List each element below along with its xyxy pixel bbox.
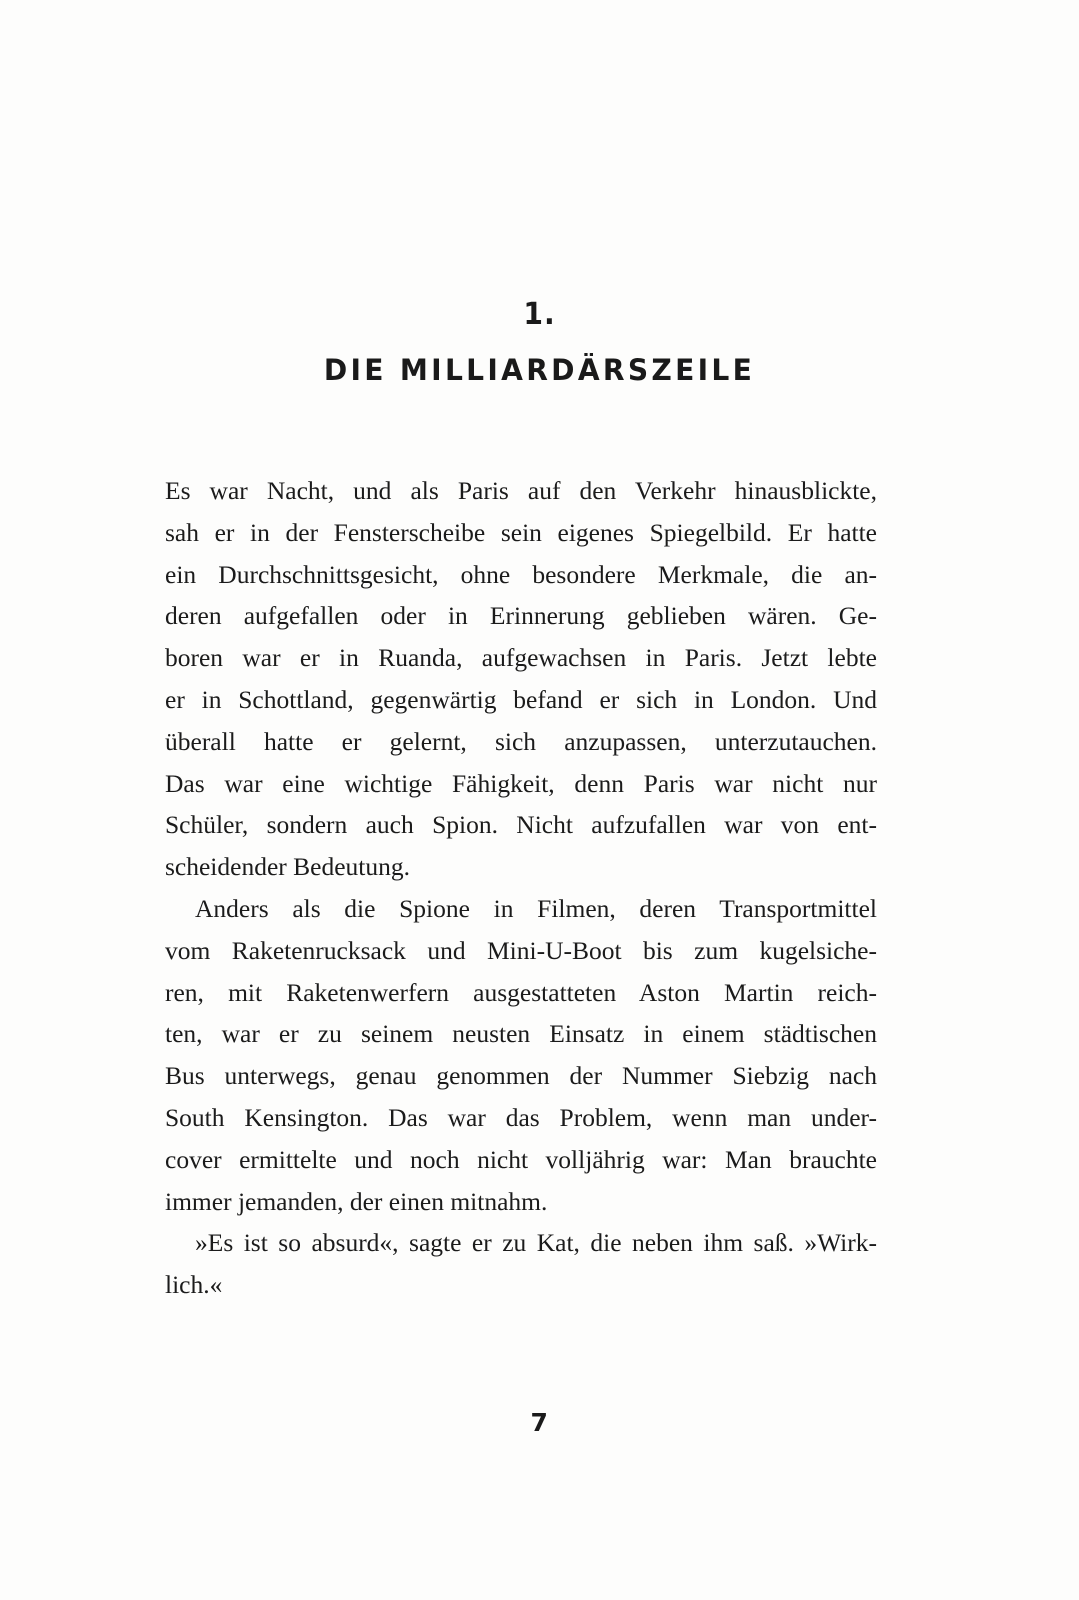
chapter-title: DIE MILLIARDÄRSZEILE: [323, 353, 756, 387]
text-line: Bus unterwegs, genau genommen der Nummer Siebzig nach: [165, 1061, 877, 1091]
text-line: lich.«: [165, 1270, 223, 1300]
text-line: ten, war er zu seinem neusten Einsatz in einem städtischen: [165, 1019, 877, 1049]
paragraph: [165, 888, 877, 1222]
page-number: 7: [530, 1408, 549, 1437]
text-line: »Es ist so absurd«, sagte er zu Kat, die neben ihm saß. »Wirk-: [195, 1228, 877, 1258]
text-line: deren aufgefallen oder in Erinnerung geblieben wären. Ge-: [165, 601, 877, 631]
text-line: überall hatte er gelernt, sich anzupassen, unterzutauchen.: [165, 726, 877, 756]
text-line: ein Durchschnittsgesicht, ohne besondere Merkmale, die an-: [165, 559, 877, 589]
text-line: South Kensington. Das war das Problem, wenn man under-: [165, 1102, 877, 1132]
chapter-heading: [0, 297, 1079, 387]
text-line: immer jemanden, der einen mitnahm.: [165, 1186, 548, 1216]
text-line: boren war er in Ruanda, aufgewachsen in Paris. Jetzt lebte: [165, 643, 877, 673]
chapter-number: 1.: [523, 297, 556, 332]
text-line: Schüler, sondern auch Spion. Nicht aufzufallen war von ent-: [165, 810, 877, 840]
text-line: Es war Nacht, und als Paris auf den Verkehr hinausblickte,: [165, 476, 877, 505]
text-line: scheidender Bedeutung.: [165, 852, 411, 882]
text-line: cover ermittelte und noch nicht volljährig war: Man brauchte: [165, 1144, 877, 1174]
text-line: ren, mit Raketenwerfern ausgestatteten Aston Martin reich-: [165, 977, 877, 1007]
text-line: er in Schottland, gegenwärtig befand er sich in London. Und: [165, 684, 877, 714]
body-text-column: [165, 470, 877, 1306]
text-line: sah er in der Fensterscheibe sein eigenes Spiegelbild. Er hatte: [165, 517, 877, 547]
text-line: Anders als die Spione in Filmen, deren Transportmittel: [195, 893, 877, 923]
text-line: vom Raketenrucksack und Mini-U-Boot bis zum kugelsiche-: [165, 935, 877, 965]
text-line: Das war eine wichtige Fähigkeit, denn Paris war nicht nur: [165, 768, 877, 798]
paragraph: [165, 470, 877, 888]
paragraph: [165, 1222, 877, 1306]
